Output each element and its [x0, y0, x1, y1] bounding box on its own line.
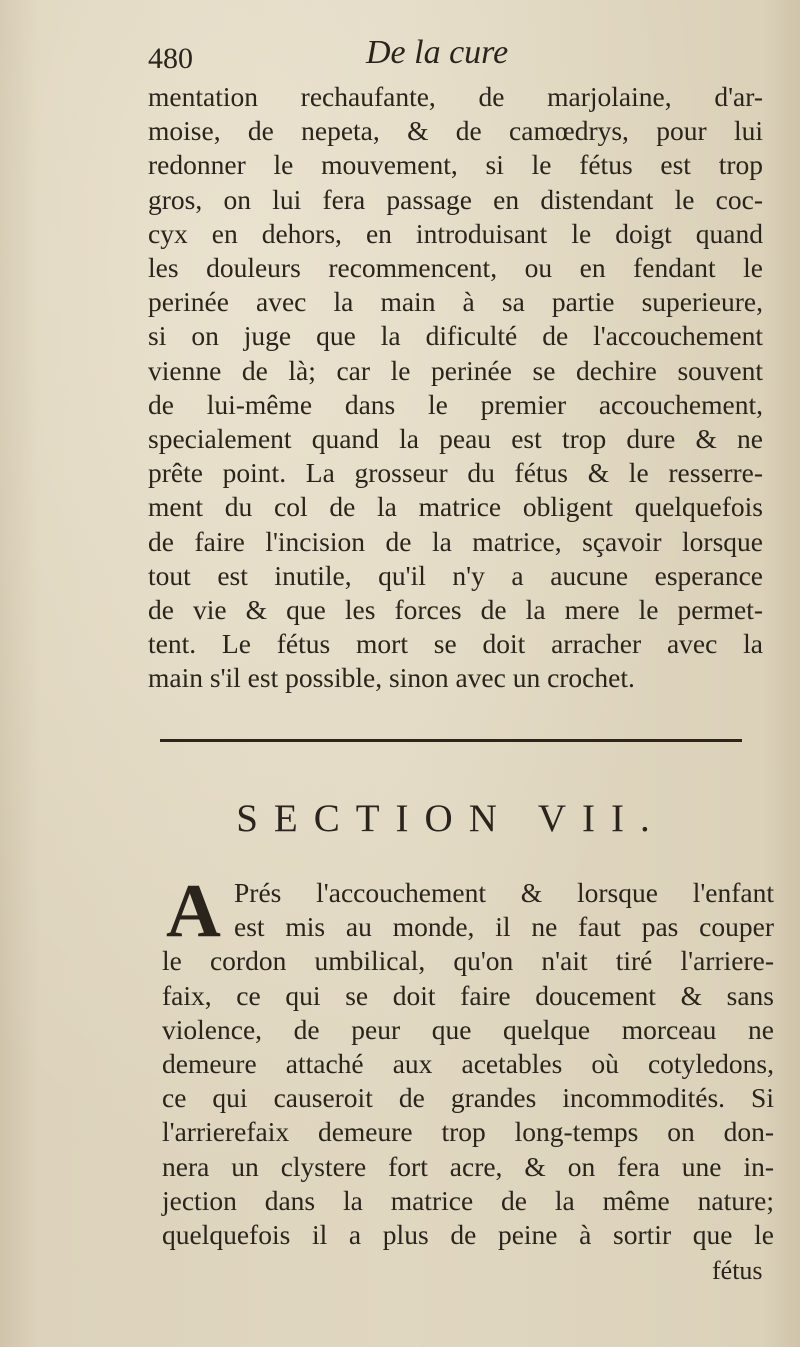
text-line: vienne de là; car le perinée se dechire souvent: [148, 354, 763, 386]
text-line: ce qui causeroit de grandes incommodités. Si: [162, 1082, 774, 1114]
text-line: de lui-même dans le premier accouchement,: [148, 388, 763, 420]
text-line: specialement quand la peau est trop dure & ne: [148, 423, 763, 455]
text-line: demeure attaché aux acetables où cotyledons,: [162, 1048, 774, 1080]
text-line: les douleurs recommencent, ou en fendant le: [148, 252, 763, 284]
section-divider-rule: [160, 739, 742, 742]
text-line: moise, de nepeta, & de camœdrys, pour lui: [148, 115, 763, 147]
running-head: De la cure: [366, 34, 509, 71]
text-line: prête point. La grosseur du fétus & le resserre-: [148, 457, 763, 489]
text-line: gros, on lui fera passage en distendant le coc-: [148, 183, 763, 215]
text-line: main s'il est possible, sinon avec un crochet.: [148, 662, 635, 694]
paragraph-continued: [148, 80, 763, 696]
text-line: jection dans la matrice de la même nature;: [162, 1184, 774, 1216]
text-line: tout est inutile, qu'il n'y a aucune esperance: [148, 559, 763, 591]
text-line: de faire l'incision de la matrice, sçavoir lorsque: [148, 525, 763, 557]
text-line: tent. Le fétus mort se doit arracher avec la: [148, 628, 763, 660]
page-header: [148, 34, 748, 84]
text-line: cyx en dehors, en introduisant le doigt quand: [148, 217, 763, 249]
text-line: le cordon umbilical, qu'on n'ait tiré l'arriere-: [162, 945, 774, 977]
text-line: faix, ce qui se doit faire doucement & sans: [162, 979, 774, 1011]
text-line: l'arrierefaix demeure trop long-temps on don-: [162, 1116, 774, 1148]
text-line: nera un clystere fort acre, & on fera une in-: [162, 1150, 774, 1182]
text-line: violence, de peur que quelque morceau ne: [162, 1013, 774, 1045]
text-line: Prés l'accouchement & lorsque l'enfant: [234, 877, 774, 908]
drop-cap: A: [166, 869, 221, 953]
text-line: ment du col de la matrice obligent quelquefois: [148, 491, 763, 523]
text-line: redonner le mouvement, si le fétus est trop: [148, 149, 763, 181]
section-heading: SECTION VII.: [236, 797, 666, 840]
text-line: mentation rechaufante, de marjolaine, d'ar-: [148, 81, 763, 112]
section-paragraph: [162, 869, 774, 1252]
text-line: si on juge que la dificulté de l'accouchement: [148, 320, 763, 352]
text-line: perinée avec la main à sa partie superieure,: [148, 286, 763, 318]
page-number: 480: [148, 42, 193, 75]
text-line: quelquefois il a plus de peine à sortir que le: [162, 1219, 774, 1251]
text-line: est mis au monde, il ne faut pas couper: [234, 911, 774, 943]
catchword: fétus: [712, 1256, 763, 1285]
text-line: de vie & que les forces de la mere le permet-: [148, 594, 763, 626]
